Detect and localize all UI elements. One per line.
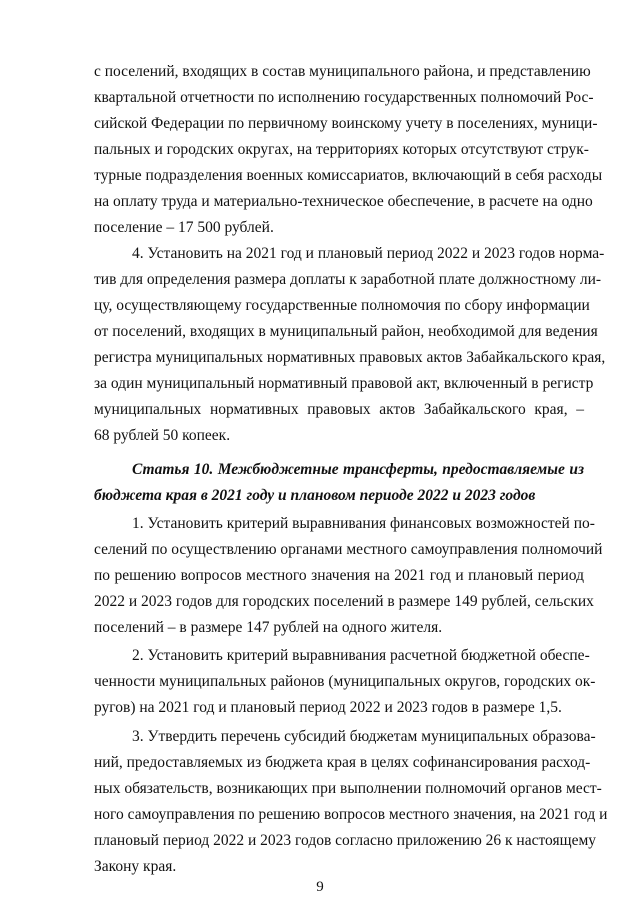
text-line: квартальной отчетности по исполнению государственных полномочий Рос- (94, 89, 594, 106)
text-line: пальных и городских округах, на территориях которых отсутствуют струк- (94, 141, 589, 158)
text-line: по решению вопросов местного значения на 2021 год и плановый период (94, 567, 584, 584)
text-line: ний, предоставляемых из бюджета края в целях софинансирования расход- (94, 754, 591, 771)
text-line: Закону края. (94, 858, 177, 875)
text-line: с поселений, входящих в состав муниципального района, и представлению (94, 63, 591, 80)
text-line: на оплату труда и материально-техническое обеспечение, в расчете на одно (94, 193, 593, 210)
article-heading-continuation: бюджета края в 2021 году и плановом периоде 2022 и 2023 годов (94, 487, 536, 504)
text-line: ченности муниципальных районов (муниципальных округов, городских ок- (94, 673, 596, 690)
text-line: за один муниципальный нормативный правовой акт, включенный в регистр (94, 375, 594, 392)
text-line: турные подразделения военных комиссариатов, включающий в себя расходы (94, 167, 603, 184)
text-line: поселений – в размере 147 рублей на одного жителя. (94, 619, 443, 636)
paragraph-2-first-line: 2. Установить критерий выравнивания расчетной бюджетной обеспе- (132, 647, 590, 664)
text-line: 2022 и 2023 годов для городских поселений в размере 149 рублей, сельских (94, 593, 594, 610)
text-line: ного самоуправления по решению вопросов местного значения, на 2021 год и (94, 806, 608, 823)
text-line: ругов) на 2021 год и плановый период 2022 и 2023 годов в размере 1,5. (94, 699, 562, 716)
text-line: селений по осуществлению органами местного самоуправления полномочий (94, 541, 603, 558)
text-line: регистра муниципальных нормативных правовых актов Забайкальского края, (94, 349, 606, 366)
paragraph-1-first-line: 1. Установить критерий выравнивания финансовых возможностей по- (132, 515, 595, 532)
text-line: муниципальных нормативных правовых актов Забайкальского края, – (94, 401, 584, 418)
text-line: тив для определения размера доплаты к заработной плате должностному ли- (94, 271, 602, 288)
text-line: ных обязательств, возникающих при выполнении полномочий органов мест- (94, 780, 602, 797)
page-number: 9 (316, 879, 324, 895)
paragraph-4-first-line: 4. Установить на 2021 год и плановый период 2022 и 2023 годов норма- (132, 245, 605, 262)
text-line: от поселений, входящих в муниципальный район, необходимой для ведения (94, 323, 598, 340)
text-line: сийской Федерации по первичному воинскому учету в поселениях, муници- (94, 115, 598, 132)
article-heading: Статья 10. Межбюджетные трансферты, предоставляемые из (132, 461, 584, 478)
paragraph-3-first-line: 3. Утвердить перечень субсидий бюджетам муниципальных образова- (132, 728, 596, 745)
text-line: плановый период 2022 и 2023 годов согласно приложению 26 к настоящему (94, 832, 597, 849)
text-line: поселение – 17 500 рублей. (94, 219, 274, 236)
text-line: цу, осуществляющему государственные полномочия по сбору информации (94, 297, 590, 314)
text-line: 68 рублей 50 копеек. (94, 427, 231, 444)
